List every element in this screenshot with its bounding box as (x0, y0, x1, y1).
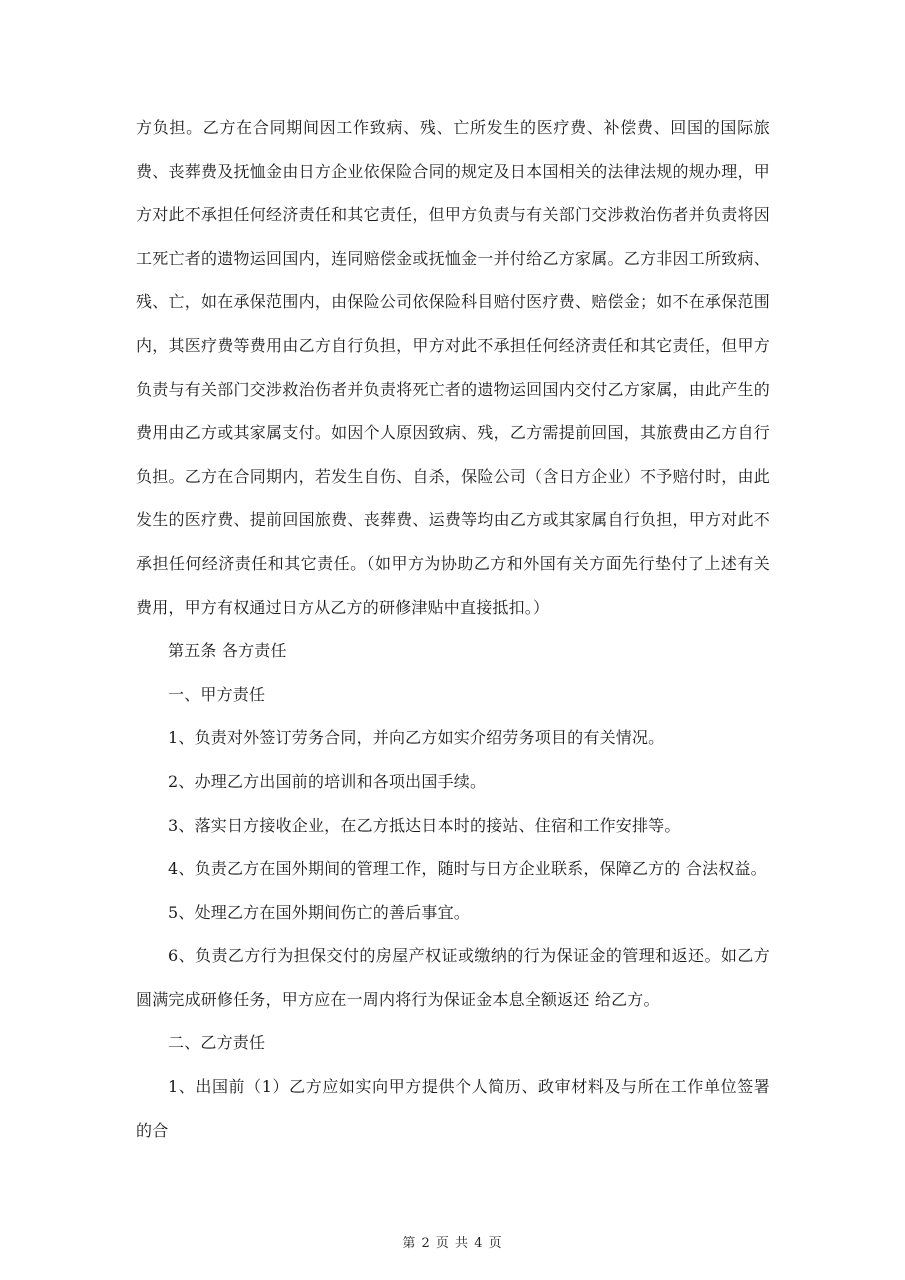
section-heading-party-b: 二、乙方责任 (168, 1033, 266, 1053)
article-heading: 第五条 各方责任 (168, 641, 287, 661)
list-item: 5、处理乙方在国外期间伤亡的善后事宜。 (168, 902, 470, 922)
paragraph-liability-continuation: 方负担。乙方在合同期间因工作致病、残、亡所发生的医疗费、补偿费、回国的国际旅费、丧葬费及抚恤金由日方企业依保险合同的规定及日本国相关的法律法规的规办理，甲方对此不承担任何经济责任和其它责任，但甲方负责与有关部门交涉救治伤者并负责将因工死亡者的遗物运回国内，连同赔偿金或抚恤金一并付给乙方家属。乙方非因工所致病、残、亡，如在承保范围内，由保险公司依保险科目赔付医疗费、赔偿金；如不在承保范围内，其医疗费等费用由乙方自行负担，甲方对此不承担任何经济责任和其它责任，但甲方负责与有关部门交涉救治伤者并负责将死亡者的遗物运回国内交付乙方家属，由此产生的费用由乙方或其家属支付。如因个人原因致病、残，乙方需提前回国，其旅费由乙方自行负担。乙方在合同期内，若发生自伤、自杀，保险公司（含日方企业）不予赔付时，由此发生的医疗费、提前回国旅费、丧葬费、运费等均由乙方或其家属自行负担，甲方对此不承担任何经济责任和其它责任。（如甲方为协助乙方和外国有关方面先行垫付了上述有关费用，甲方有权通过日方从乙方的研修津贴中直接抵扣。） (136, 118, 770, 617)
list-item: 1、出国前（1）乙方应如实向甲方提供个人简历、政审材料及与所在工作单位签署 的合 (136, 1077, 770, 1140)
list-item: 4、负责乙方在国外期间的管理工作，随时与日方企业联系，保障乙方的 合法权益。 (168, 859, 767, 879)
document-body (136, 106, 770, 1152)
list-item: 6、负责乙方行为担保交付的房屋产权证或缴纳的行为保证金的管理和返还。如乙方圆满完成研修任务，甲方应在一周内将行为保证金本息全额返还 给乙方。 (136, 946, 770, 1009)
list-item: 1、负责对外签订劳务合同，并向乙方如实介绍劳务项目的有关情况。 (168, 728, 665, 748)
list-item: 3、落实日方接收企业，在乙方抵达日本时的接站、住宿和工作安排等。 (168, 815, 681, 835)
section-heading-party-a: 一、甲方责任 (168, 684, 266, 704)
page-number-footer: 第 2 页 共 4 页 (402, 1236, 503, 1251)
list-item: 2、办理乙方出国前的培训和各项出国手续。 (168, 771, 487, 791)
